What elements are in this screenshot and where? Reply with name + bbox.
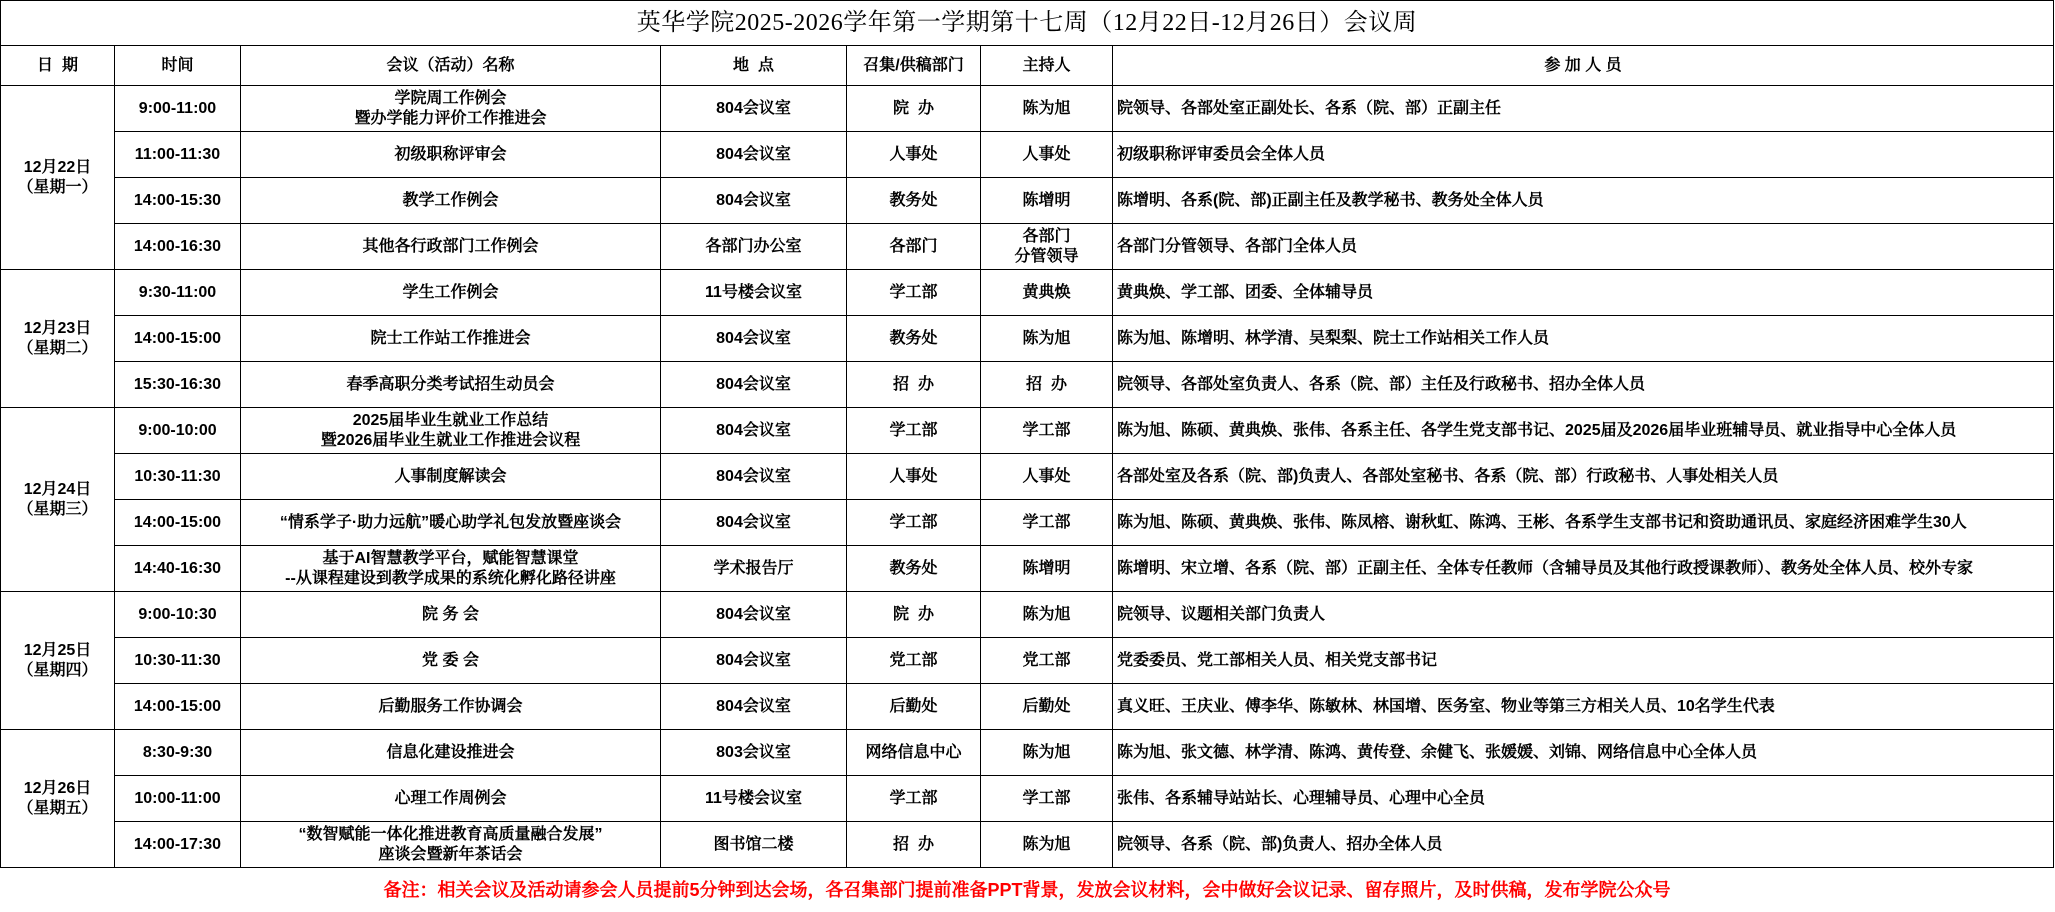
time-cell: 14:40-16:30: [115, 546, 241, 592]
host-cell: [981, 454, 1113, 500]
time-cell: 14:00-15:30: [115, 178, 241, 224]
weekday-label: （星期一）: [1, 178, 114, 198]
meeting-name-line: 院 务 会: [241, 605, 660, 625]
table-row: [1, 822, 2054, 868]
attendees-cell: 各部处室及各系（院、部)负责人、各部处室秘书、各系（院、部）行政秘书、人事处相关人员: [1113, 454, 2054, 500]
time-cell: 10:30-11:30: [115, 454, 241, 500]
footer-note: 备注：相关会议及活动请参会人员提前5分钟到达会场，各召集部门提前准备PPT背景，发放会议材料，会中做好会议记录、留存照片，及时供稿，发布学院公众号: [1, 868, 2054, 912]
host-line: 陈为旭: [981, 99, 1112, 119]
meeting-name-cell: [241, 224, 661, 270]
table-row: [1, 592, 2054, 638]
host-cell: [981, 822, 1113, 868]
meeting-name-line: 暨2026届毕业生就业工作推进会议程: [241, 431, 660, 451]
host-cell: [981, 86, 1113, 132]
page-title: 英华学院2025-2026学年第一学期第十七周（12月22日-12月26日）会议周: [1, 1, 2054, 46]
header-row: [1, 46, 2054, 86]
host-cell: [981, 270, 1113, 316]
meeting-name-line: 心理工作周例会: [241, 789, 660, 809]
dept-cell: 教务处: [847, 546, 981, 592]
table-row: [1, 546, 2054, 592]
dept-cell: 招 办: [847, 822, 981, 868]
attendees-cell: 陈为旭、陈硕、黄典焕、张伟、各系主任、各学生党支部书记、2025届及2026届毕业班辅导员、就业指导中心全体人员: [1113, 408, 2054, 454]
location-cell: 804会议室: [661, 362, 847, 408]
attendees-cell: 黄典焕、学工部、团委、全体辅导员: [1113, 270, 2054, 316]
meeting-name-cell: [241, 454, 661, 500]
location-cell: 11号楼会议室: [661, 270, 847, 316]
meeting-name-cell: [241, 592, 661, 638]
footer-row: [1, 868, 2054, 912]
host-cell: [981, 684, 1113, 730]
time-cell: 10:00-11:00: [115, 776, 241, 822]
meeting-name-cell: [241, 408, 661, 454]
table-row: [1, 684, 2054, 730]
time-cell: 9:30-11:00: [115, 270, 241, 316]
host-line: 陈为旭: [981, 743, 1112, 763]
host-cell: [981, 730, 1113, 776]
host-cell: [981, 638, 1113, 684]
host-line: 各部门: [981, 227, 1112, 247]
meeting-name-line: 初级职称评审会: [241, 145, 660, 165]
meeting-name-cell: [241, 86, 661, 132]
table-row: [1, 638, 2054, 684]
host-line: 陈为旭: [981, 835, 1112, 855]
host-line: 学工部: [981, 421, 1112, 441]
attendees-cell: 陈为旭、陈增明、林学清、吴梨梨、院士工作站相关工作人员: [1113, 316, 2054, 362]
meeting-name-line: 座谈会暨新年茶话会: [241, 845, 660, 865]
host-line: 人事处: [981, 467, 1112, 487]
location-cell: 804会议室: [661, 592, 847, 638]
table-row: [1, 500, 2054, 546]
location-cell: 804会议室: [661, 86, 847, 132]
meeting-name-cell: [241, 362, 661, 408]
attendees-cell: 院领导、各系（院、部)负责人、招办全体人员: [1113, 822, 2054, 868]
location-cell: 804会议室: [661, 316, 847, 362]
meeting-name-line: “数智赋能一体化推进教育高质量融合发展”: [241, 825, 660, 845]
location-cell: 学术报告厅: [661, 546, 847, 592]
attendees-cell: 张伟、各系辅导站站长、心理辅导员、心理中心全员: [1113, 776, 2054, 822]
dept-cell: 教务处: [847, 178, 981, 224]
title-row: [1, 1, 2054, 46]
location-cell: 804会议室: [661, 132, 847, 178]
location-cell: 804会议室: [661, 178, 847, 224]
attendees-cell: 陈增明、各系(院、部)正副主任及教学秘书、教务处全体人员: [1113, 178, 2054, 224]
host-cell: [981, 178, 1113, 224]
host-cell: [981, 592, 1113, 638]
meeting-name-line: 暨办学能力评价工作推进会: [241, 109, 660, 129]
host-line: 陈为旭: [981, 329, 1112, 349]
date-cell: [1, 408, 115, 592]
table-row: [1, 316, 2054, 362]
meeting-name-cell: [241, 316, 661, 362]
attendees-cell: 真义旺、王庆业、傅李华、陈敏林、林国增、医务室、物业等第三方相关人员、10名学生代表: [1113, 684, 2054, 730]
meeting-name-line: 基于AI智慧教学平台，赋能智慧课堂: [241, 549, 660, 569]
date-label: 12月25日: [1, 641, 114, 661]
table-row: [1, 730, 2054, 776]
meeting-name-line: 2025届毕业生就业工作总结: [241, 411, 660, 431]
date-cell: [1, 592, 115, 730]
attendees-cell: 初级职称评审委员会全体人员: [1113, 132, 2054, 178]
attendees-cell: 各部门分管领导、各部门全体人员: [1113, 224, 2054, 270]
header-attendees: 参 加 人 员: [1113, 46, 2054, 86]
header-time: 时间: [115, 46, 241, 86]
table-row: [1, 776, 2054, 822]
time-cell: 14:00-17:30: [115, 822, 241, 868]
meeting-name-line: 其他各行政部门工作例会: [241, 237, 660, 257]
table-row: [1, 408, 2054, 454]
meeting-name-cell: [241, 270, 661, 316]
location-cell: 803会议室: [661, 730, 847, 776]
host-line: 人事处: [981, 145, 1112, 165]
meeting-name-line: 党 委 会: [241, 651, 660, 671]
time-cell: 9:00-11:00: [115, 86, 241, 132]
weekday-label: （星期三）: [1, 500, 114, 520]
meeting-name-cell: [241, 178, 661, 224]
host-cell: [981, 408, 1113, 454]
time-cell: 14:00-15:00: [115, 684, 241, 730]
meeting-name-line: 信息化建设推进会: [241, 743, 660, 763]
meeting-name-line: 人事制度解读会: [241, 467, 660, 487]
meeting-name-cell: [241, 638, 661, 684]
date-cell: [1, 86, 115, 270]
time-cell: 14:00-16:30: [115, 224, 241, 270]
host-line: 学工部: [981, 513, 1112, 533]
table-row: [1, 224, 2054, 270]
meeting-name-line: 教学工作例会: [241, 191, 660, 211]
header-location: 地 点: [661, 46, 847, 86]
host-cell: [981, 500, 1113, 546]
host-line: 黄典焕: [981, 283, 1112, 303]
dept-cell: 院 办: [847, 592, 981, 638]
attendees-cell: 党委委员、党工部相关人员、相关党支部书记: [1113, 638, 2054, 684]
meeting-name-line: --从课程建设到教学成果的系统化孵化路径讲座: [241, 569, 660, 589]
table-row: [1, 86, 2054, 132]
table-row: [1, 270, 2054, 316]
location-cell: 11号楼会议室: [661, 776, 847, 822]
dept-cell: 学工部: [847, 270, 981, 316]
meeting-name-cell: [241, 822, 661, 868]
host-line: 学工部: [981, 789, 1112, 809]
attendees-cell: 院领导、各部处室负责人、各系（院、部）主任及行政秘书、招办全体人员: [1113, 362, 2054, 408]
dept-cell: 党工部: [847, 638, 981, 684]
dept-cell: 网络信息中心: [847, 730, 981, 776]
meeting-name-cell: [241, 500, 661, 546]
dept-cell: 教务处: [847, 316, 981, 362]
host-line: 陈为旭: [981, 605, 1112, 625]
dept-cell: 人事处: [847, 132, 981, 178]
meeting-name-cell: [241, 776, 661, 822]
time-cell: 11:00-11:30: [115, 132, 241, 178]
host-cell: [981, 224, 1113, 270]
meeting-name-line: 春季高职分类考试招生动员会: [241, 375, 660, 395]
date-cell: [1, 730, 115, 868]
time-cell: 8:30-9:30: [115, 730, 241, 776]
meeting-name-line: 后勤服务工作协调会: [241, 697, 660, 717]
meeting-name-line: 学生工作例会: [241, 283, 660, 303]
time-cell: 9:00-10:30: [115, 592, 241, 638]
host-cell: [981, 776, 1113, 822]
host-line: 陈增明: [981, 191, 1112, 211]
dept-cell: 人事处: [847, 454, 981, 500]
location-cell: 各部门办公室: [661, 224, 847, 270]
host-cell: [981, 362, 1113, 408]
host-line: 后勤处: [981, 697, 1112, 717]
host-line: 分管领导: [981, 247, 1112, 267]
weekday-label: （星期二）: [1, 339, 114, 359]
meeting-name-cell: [241, 546, 661, 592]
weekday-label: （星期五）: [1, 799, 114, 819]
weekday-label: （星期四）: [1, 661, 114, 681]
dept-cell: 院 办: [847, 86, 981, 132]
meeting-name-cell: [241, 684, 661, 730]
attendees-cell: 陈为旭、陈硕、黄典焕、张伟、陈凤榕、谢秋虹、陈鸿、王彬、各系学生支部书记和资助通讯员、家庭经济困难学生30人: [1113, 500, 2054, 546]
dept-cell: 招 办: [847, 362, 981, 408]
host-line: 招 办: [981, 375, 1112, 395]
dept-cell: 学工部: [847, 408, 981, 454]
table-row: [1, 178, 2054, 224]
time-cell: 15:30-16:30: [115, 362, 241, 408]
date-label: 12月23日: [1, 319, 114, 339]
attendees-cell: 院领导、议题相关部门负责人: [1113, 592, 2054, 638]
location-cell: 804会议室: [661, 638, 847, 684]
host-cell: [981, 546, 1113, 592]
date-label: 12月24日: [1, 480, 114, 500]
location-cell: 804会议室: [661, 500, 847, 546]
dept-cell: 学工部: [847, 776, 981, 822]
dept-cell: 学工部: [847, 500, 981, 546]
host-line: 党工部: [981, 651, 1112, 671]
header-name: 会议（活动）名称: [241, 46, 661, 86]
meeting-name-cell: [241, 730, 661, 776]
time-cell: 9:00-10:00: [115, 408, 241, 454]
meeting-name-cell: [241, 132, 661, 178]
meeting-name-line: 院士工作站工作推进会: [241, 329, 660, 349]
time-cell: 10:30-11:30: [115, 638, 241, 684]
location-cell: 804会议室: [661, 684, 847, 730]
date-label: 12月22日: [1, 158, 114, 178]
table-row: [1, 132, 2054, 178]
meeting-name-line: “情系学子·助力远航”暖心助学礼包发放暨座谈会: [241, 513, 660, 533]
header-dept: 召集/供稿部门: [847, 46, 981, 86]
location-cell: 804会议室: [661, 454, 847, 500]
location-cell: 804会议室: [661, 408, 847, 454]
header-host: 主持人: [981, 46, 1113, 86]
host-cell: [981, 316, 1113, 362]
attendees-cell: 陈为旭、张文德、林学清、陈鸿、黄传登、余健飞、张媛媛、刘锦、网络信息中心全体人员: [1113, 730, 2054, 776]
date-label: 12月26日: [1, 779, 114, 799]
meeting-name-line: 学院周工作例会: [241, 89, 660, 109]
table-row: [1, 362, 2054, 408]
attendees-cell: 陈增明、宋立增、各系（院、部）正副主任、全体专任教师（含辅导员及其他行政授课教师）、教务处全体人员、校外专家: [1113, 546, 2054, 592]
time-cell: 14:00-15:00: [115, 500, 241, 546]
host-cell: [981, 132, 1113, 178]
attendees-cell: 院领导、各部处室正副处长、各系（院、部）正副主任: [1113, 86, 2054, 132]
table-row: [1, 454, 2054, 500]
location-cell: 图书馆二楼: [661, 822, 847, 868]
dept-cell: 各部门: [847, 224, 981, 270]
host-line: 陈增明: [981, 559, 1112, 579]
dept-cell: 后勤处: [847, 684, 981, 730]
time-cell: 14:00-15:00: [115, 316, 241, 362]
date-cell: [1, 270, 115, 408]
header-date: 日 期: [1, 46, 115, 86]
